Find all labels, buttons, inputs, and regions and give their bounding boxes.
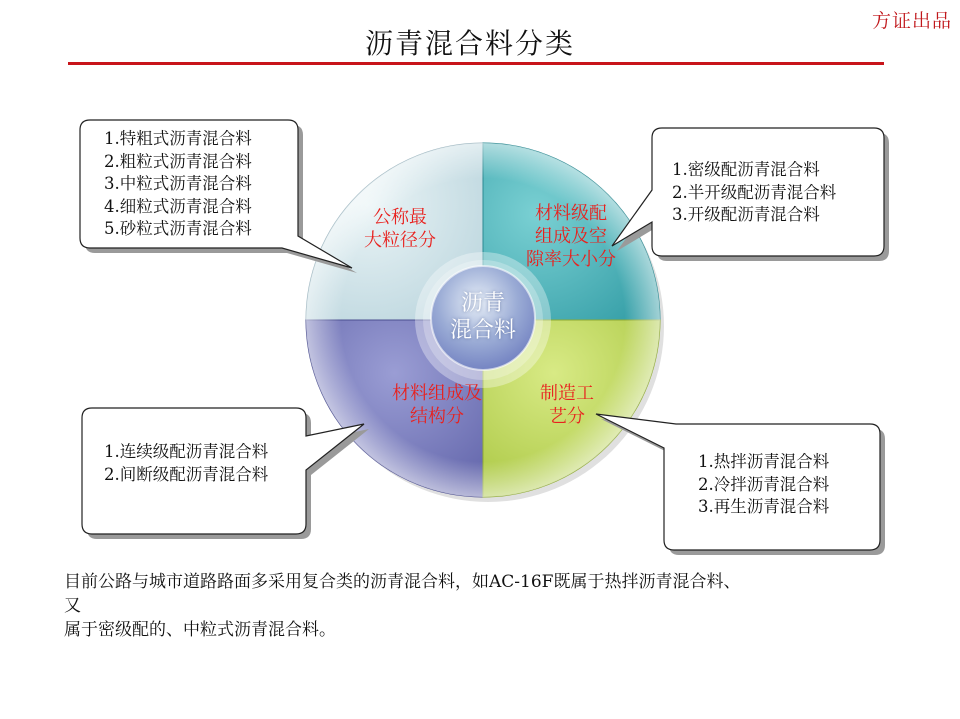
callout-list-bottom-right [698, 451, 829, 519]
list-item: 3.中粒式沥青混合料 [104, 174, 252, 193]
segment-label-bottom-left: 材料组成及 结构分 [392, 383, 482, 427]
list-item: 2.间断级配沥青混合料 [104, 464, 269, 484]
segment-label-bottom-right: 制造工 艺分 [540, 383, 594, 427]
note-line: 目前公路与城市道路路面多采用复合类的沥青混合料，如AC-16F既属于热拌沥青混合料、 [64, 572, 741, 592]
list-item: 5.砂粒式沥青混合料 [104, 219, 252, 238]
list-item: 4.细粒式沥青混合料 [104, 196, 252, 216]
segment-label-top-left: 公称最 大粒径分 [364, 207, 436, 251]
page-title: 沥青混合料分类 [364, 27, 575, 60]
callout-list-top-left [104, 128, 252, 241]
list-item: 1.密级配沥青混合料 [672, 160, 820, 179]
list-item: 1.特粗式沥青混合料 [104, 129, 252, 148]
list-item: 3.开级配沥青混合料 [672, 205, 820, 224]
callout-list-bottom-left [104, 441, 268, 486]
list-item: 3.再生沥青混合料 [698, 497, 830, 516]
brand-mark: 方证出品 [871, 10, 952, 32]
list-item: 2.冷拌沥青混合料 [698, 474, 830, 494]
center-label: 沥青 混合料 [449, 291, 516, 343]
bottom-note [64, 570, 904, 642]
note-line: 属于密级配的、中粒式沥青混合料。 [64, 620, 336, 640]
list-item: 1.连续级配沥青混合料 [104, 442, 269, 461]
list-item: 1.热拌沥青混合料 [698, 452, 830, 471]
segment-label-top-right: 材料级配 组成及空 隙率大小分 [526, 203, 616, 270]
callout-list-top-right [672, 159, 836, 227]
list-item: 2.半开级配沥青混合料 [672, 182, 837, 202]
list-item: 2.粗粒式沥青混合料 [104, 151, 252, 171]
note-line: 又 [64, 596, 81, 616]
